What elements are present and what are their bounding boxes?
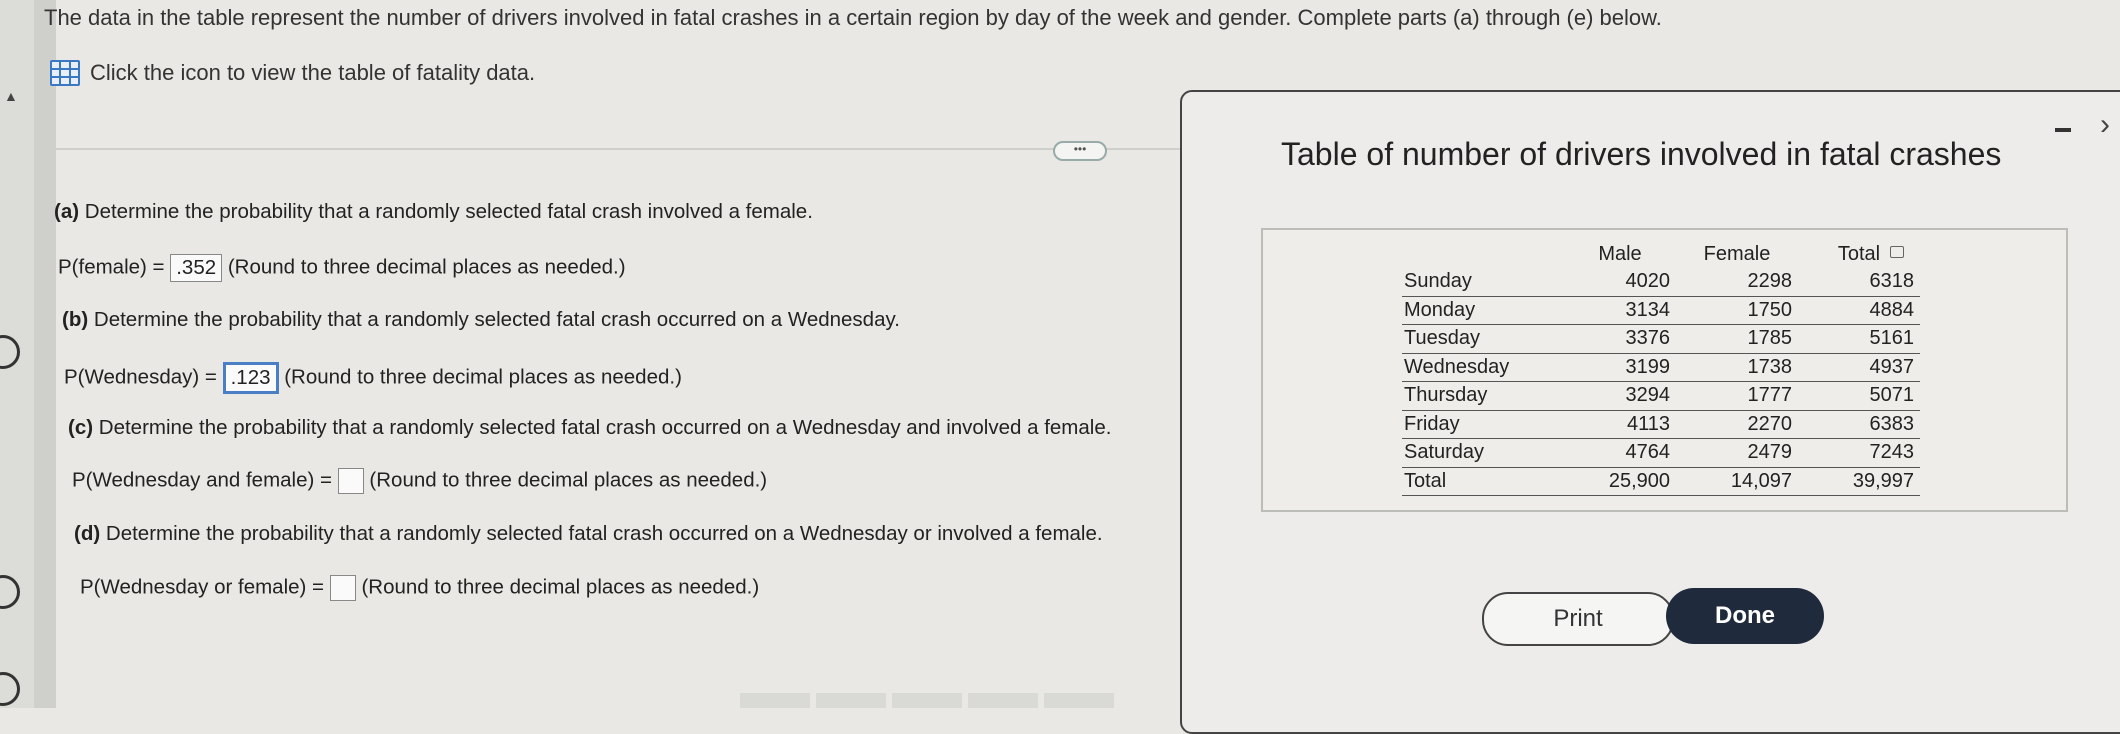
day-cell: Monday [1402,296,1564,325]
total-cell: 5071 [1798,382,1920,411]
question-b-answer-row: P(Wednesday) = .123 (Round to three decimal places as needed.) [64,362,682,394]
header-total: Total [1837,242,1881,265]
table-grid-icon[interactable] [50,60,80,86]
minimize-icon[interactable] [2055,128,2071,132]
table-header-row [1402,240,1920,268]
answer-input-d[interactable] [330,575,356,601]
header-male: Male [1598,242,1642,265]
table-row [1402,410,1920,439]
question-d-prompt: (d) Determine the probability that a randomly selected fatal crash occurred on a Wednesday or involved a female. [74,522,1103,545]
female-cell: 1785 [1676,325,1798,354]
question-a-answer-row: P(female) = .352 (Round to three decimal places as needed.) [58,254,626,282]
female-cell: 2479 [1676,439,1798,468]
total-cell: 4884 [1798,296,1920,325]
day-cell: Total [1402,467,1564,496]
male-cell: 3376 [1564,325,1676,354]
question-d-answer-row: P(Wednesday or female) = (Round to three decimal places as needed.) [80,575,759,601]
total-cell: 39,997 [1798,467,1920,496]
male-cell: 3134 [1564,296,1676,325]
female-cell: 14,097 [1676,467,1798,496]
male-cell: 4113 [1564,410,1676,439]
table-row [1402,325,1920,354]
female-cell: 1777 [1676,382,1798,411]
view-table-link[interactable] [50,60,535,86]
question-c-answer-row: P(Wednesday and female) = (Round to three decimal places as needed.) [72,468,767,494]
question-intro: The data in the table represent the number of drivers involved in fatal crashes in a certain region by day of the week and gender. Complete parts (a) through (e) below. [44,5,1662,30]
table-row [1402,439,1920,468]
male-cell: 4764 [1564,439,1676,468]
day-cell: Thursday [1402,382,1564,411]
chevron-right-icon[interactable]: › [2100,108,2110,141]
question-a-prompt: (a) Determine the probability that a randomly selected fatal crash involved a female. [54,200,813,223]
answer-input-b[interactable]: .123 [223,362,279,394]
collapse-arrow-icon[interactable]: ▲ [4,88,18,104]
section-divider [44,148,1180,150]
total-cell: 7243 [1798,439,1920,468]
male-cell: 3199 [1564,353,1676,382]
male-cell: 3294 [1564,382,1676,411]
total-cell: 4937 [1798,353,1920,382]
day-cell: Sunday [1402,268,1564,296]
bottom-tab[interactable] [968,693,1038,708]
view-table-label[interactable]: Click the icon to view the table of fatality data. [90,60,536,85]
bottom-tab[interactable] [740,693,810,708]
bottom-tab[interactable] [892,693,962,708]
total-cell: 6318 [1798,268,1920,296]
done-button[interactable]: Done [1666,588,1824,644]
bottom-tab[interactable] [1044,693,1114,708]
header-female: Female [1703,242,1771,265]
answer-input-c[interactable] [338,468,364,494]
print-button[interactable]: Print [1482,592,1674,646]
table-row [1402,296,1920,325]
female-cell: 1750 [1676,296,1798,325]
day-cell: Tuesday [1402,325,1564,354]
header-blank [1402,240,1564,268]
day-cell: Friday [1402,410,1564,439]
question-c-prompt: (c) Determine the probability that a randomly selected fatal crash occurred on a Wednesday and involved a female. [68,416,1112,439]
table-row [1402,382,1920,411]
answer-input-a[interactable]: .352 [170,254,222,282]
male-cell: 4020 [1564,268,1676,296]
question-b-prompt: (b) Determine the probability that a randomly selected fatal crash occurred on a Wednesday. [62,308,900,331]
total-cell: 5161 [1798,325,1920,354]
table-total-row [1402,467,1920,496]
fatal-crash-table [1402,240,1920,496]
day-cell: Saturday [1402,439,1564,468]
dialog-title: Table of number of drivers involved in fatal crashes [1281,136,2002,172]
female-cell: 2270 [1676,410,1798,439]
bottom-tab[interactable] [816,693,886,708]
female-cell: 2298 [1676,268,1798,296]
more-button[interactable]: ••• [1053,141,1107,161]
table-row [1402,268,1920,296]
day-cell: Wednesday [1402,353,1564,382]
total-cell: 6383 [1798,410,1920,439]
table-row [1402,353,1920,382]
male-cell: 25,900 [1564,467,1676,496]
bottom-tabs [740,693,1114,708]
female-cell: 1738 [1676,353,1798,382]
